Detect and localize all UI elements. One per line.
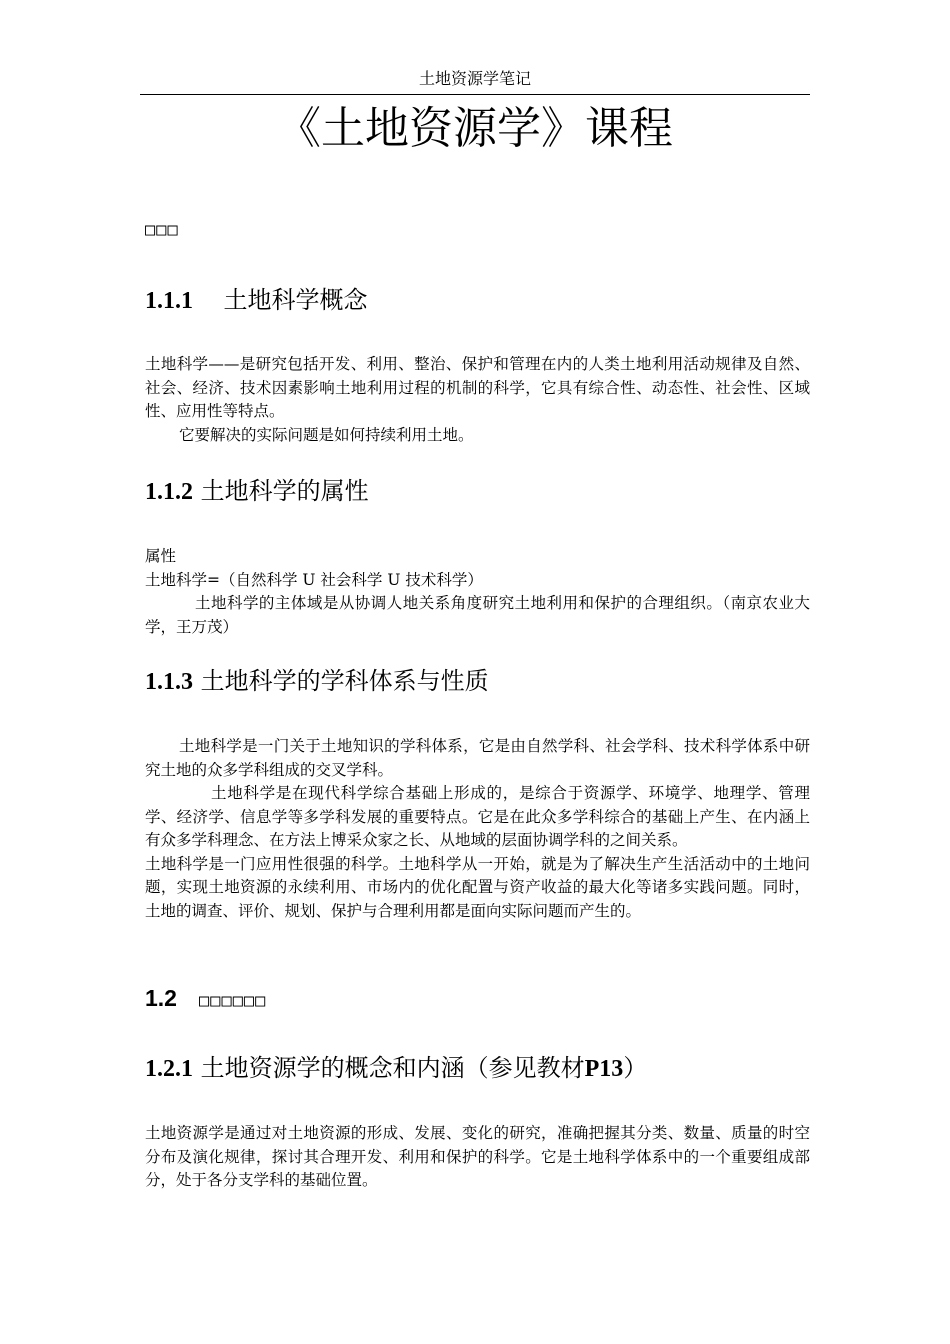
paragraph: 土地资源学是通过对土地资源的形成、发展、变化的研究，准确把握其分类、数量、质量的时空分布及演化规律，探讨其合理开发、利用和保护的科学。它是土地科学体系中的一个重要组成部分，处于各分支学科的基础位置。	[145, 1124, 810, 1189]
section-1-1-3-body	[145, 735, 810, 923]
paragraph: 土地科学——是研究包括开发、利用、整治、保护和管理在内的人类土地利用活动规律及自然、社会、经济、技术因素影响土地利用过程的机制的科学，它具有综合性、动态性、社会性、区域性、应用性等特点。	[145, 355, 810, 420]
section-title: 土地科学概念	[223, 286, 368, 314]
paragraph: 土地科学是一门关于土地知识的学科体系，它是由自然学科、社会学科、技术科学体系中研究土地的众多学科组成的交叉学科。	[145, 737, 810, 779]
paragraph: 土地科学是在现代科学综合基础上形成的，是综合于资源学、环境学、地理学、管理学、经济学、信息学等多学科发展的重要特点。它是在此众多学科综合的基础上产生、在内涵上有众多学科理念、在方法上博采众家之长、从地域的层面协调学科的之间关系。	[145, 784, 810, 849]
section-1-2-1-body	[145, 1122, 810, 1193]
section-1-1-2-body	[145, 545, 810, 639]
section-heading-1-1-2	[145, 475, 369, 508]
section-title-tail: ）	[623, 1054, 648, 1082]
section-heading-1-2-1	[145, 1052, 647, 1085]
section-title: 土地资源学的概念和内涵（参见教材	[200, 1054, 585, 1082]
paragraph: 土地科学=（自然科学 U 社会科学 U 技术科学）	[145, 570, 483, 589]
section-heading-1-1-3	[145, 665, 489, 698]
section-heading-1-1-1	[145, 284, 368, 317]
section-title: 土地科学的学科体系与性质	[200, 667, 489, 695]
paragraph: 它要解决的实际问题是如何持续利用土地。	[179, 425, 474, 444]
section-number: 1.1.1	[145, 288, 193, 314]
paragraph: 土地科学是一门应用性很强的科学。土地科学从一开始，就是为了解决生产生活活动中的土地问题，实现土地资源的永续利用、市场内的优化配置与资产收益的最大化等诸多实践问题。同时，土地的调查、评价、规划、保护与合理利用都是面向实际问题而产生的。	[145, 854, 810, 920]
paragraph: 属性	[145, 547, 177, 565]
section-number: 1.1.3	[145, 669, 193, 695]
section-title-page-ref: P13	[584, 1056, 624, 1082]
section-number: 1.1.2	[145, 479, 193, 505]
chapter-placeholder: □□□	[145, 220, 179, 240]
running-header: 土地资源学笔记	[418, 69, 531, 88]
header-rule	[140, 94, 810, 95]
paragraph: 土地科学的主体域是从协调人地关系角度研究土地利用和保护的合理组织。（南京农业大学，王万茂）	[145, 594, 810, 636]
section-title: 土地科学的属性	[200, 477, 369, 505]
section-1-1-1-body	[145, 353, 810, 447]
section-number: 1.2.1	[145, 1056, 193, 1082]
section-number: 1.2	[145, 985, 177, 1011]
section-title-placeholder: □□□□□□	[198, 991, 267, 1011]
section-heading-1-2	[145, 983, 266, 1016]
document-title: 《土地资源学》课程	[277, 103, 673, 154]
